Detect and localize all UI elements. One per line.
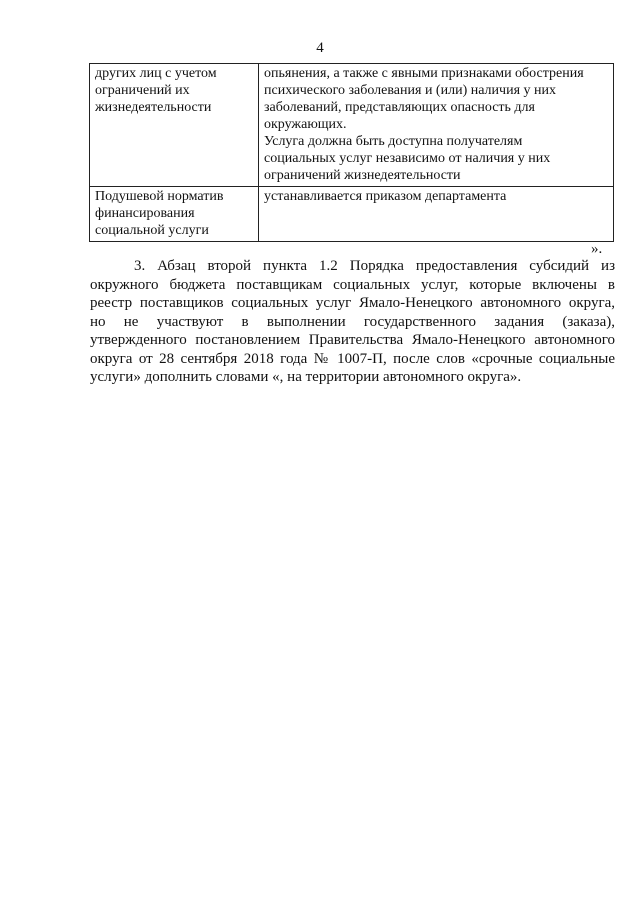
table-cell-left <box>90 64 259 187</box>
paragraph-line: округа от 28 сентября 2018 года № 1007-П, после слов «срочные социальные <box>90 350 615 367</box>
amendment-paragraph <box>90 257 615 387</box>
cell-text-line: устанавливается приказом департамента <box>264 189 507 204</box>
closing-quote: ». <box>591 241 603 257</box>
paragraph-line: но не участвуют в выполнении государственного задания (заказа), <box>90 313 615 330</box>
table-cell-left <box>90 187 259 242</box>
table-row <box>90 187 614 242</box>
paragraph-line: окружного бюджета поставщикам социальных услуг, которые включены в <box>90 276 615 293</box>
cell-text-line: социальных услуг независимо от наличия у них <box>264 151 551 166</box>
cell-text-line: социальной услуги <box>95 223 209 238</box>
cell-text-line: жизнедеятельности <box>95 100 212 115</box>
paragraph-line: 3. Абзац второй пункта 1.2 Порядка предоставления субсидий из <box>134 258 615 274</box>
services-table <box>89 63 614 242</box>
cell-text-line: психического заболевания и (или) наличия у них <box>264 83 556 98</box>
cell-text-line: Услуга должна быть доступна получателям <box>264 134 523 149</box>
page-number: 4 <box>316 40 324 56</box>
cell-text-line: Подушевой норматив <box>95 189 224 204</box>
table-row <box>90 64 614 187</box>
paragraph-line: реестр поставщиков социальных услуг Ямало-Ненецкого автономного округа, <box>90 295 615 311</box>
paragraph-line: утвержденного постановлением Правительства Ямало-Ненецкого автономного <box>90 332 615 348</box>
cell-text-line: ограничений жизнедеятельности <box>264 168 461 183</box>
cell-text-line: финансирования <box>95 206 195 221</box>
table-cell-right <box>259 187 614 242</box>
cell-text-line: других лиц с учетом <box>95 66 217 81</box>
cell-text-line: окружающих. <box>264 117 347 132</box>
cell-text-line: ограничений их <box>95 83 190 98</box>
paragraph-line: услуги» дополнить словами «, на территории автономного округа». <box>90 369 522 385</box>
cell-text-line: опьянения, а также с явными признаками обострения <box>264 66 584 81</box>
table-cell-right <box>259 64 614 187</box>
cell-text-line: заболеваний, представляющих опасность для <box>264 100 535 115</box>
